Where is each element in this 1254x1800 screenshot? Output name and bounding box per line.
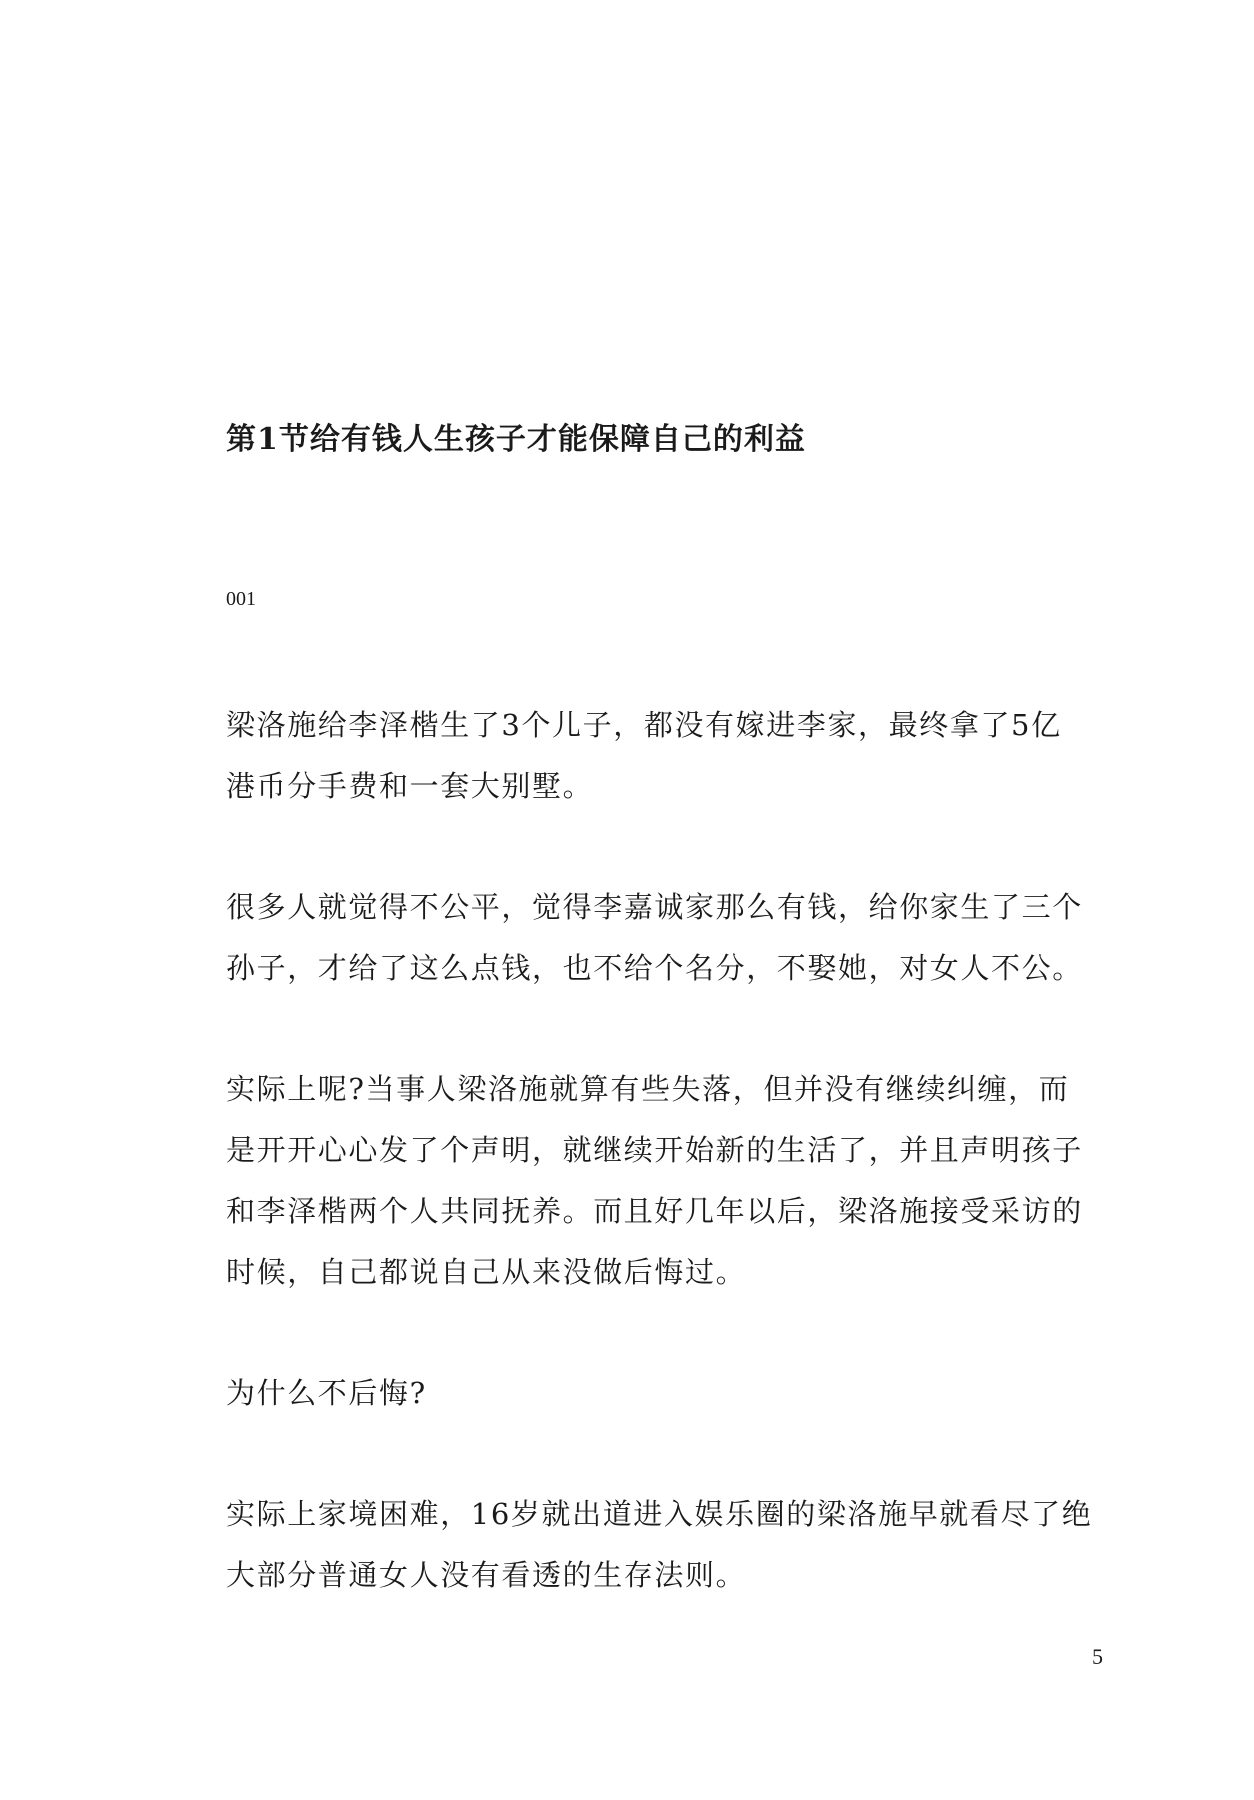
paragraph-line: 时候，自己都说自己从来没做后悔过。 [226, 1255, 747, 1289]
paragraph [226, 877, 1106, 999]
paragraph-line: 孙子，才给了这么点钱，也不给个名分，不娶她，对女人不公。 [226, 951, 1083, 985]
paragraph [226, 1363, 1106, 1424]
section-title: 第1节给有钱人生孩子才能保障自己的利益 [226, 422, 806, 457]
paragraph-line: 是开开心心发了个声明，就继续开始新的生活了，并且声明孩子 [226, 1133, 1083, 1167]
section-number: 001 [226, 588, 256, 610]
paragraph-line: 港币分手费和一套大别墅。 [226, 769, 594, 803]
page-number: 5 [1092, 1644, 1103, 1669]
paragraph-line: 很多人就觉得不公平，觉得李嘉诚家那么有钱，给你家生了三个 [226, 890, 1083, 924]
paragraph-line: 大部分普通女人没有看透的生存法则。 [226, 1558, 747, 1592]
paragraph-line: 和李泽楷两个人共同抚养。而且好几年以后，梁洛施接受采访的 [226, 1194, 1083, 1228]
paragraph [226, 1484, 1106, 1606]
paragraph-line: 梁洛施给李泽楷生了3个儿子，都没有嫁进李家，最终拿了5亿 [226, 708, 1062, 742]
paragraph-line: 实际上家境困难，16岁就出道进入娱乐圈的梁洛施早就看尽了绝 [226, 1497, 1093, 1531]
paragraph-line: 为什么不后悔? [226, 1376, 427, 1410]
paragraph [226, 695, 1106, 817]
paragraph-line: 实际上呢?当事人梁洛施就算有些失落，但并没有继续纠缠，而 [226, 1072, 1070, 1106]
paragraph [226, 1059, 1106, 1303]
body-text [226, 695, 1106, 1666]
